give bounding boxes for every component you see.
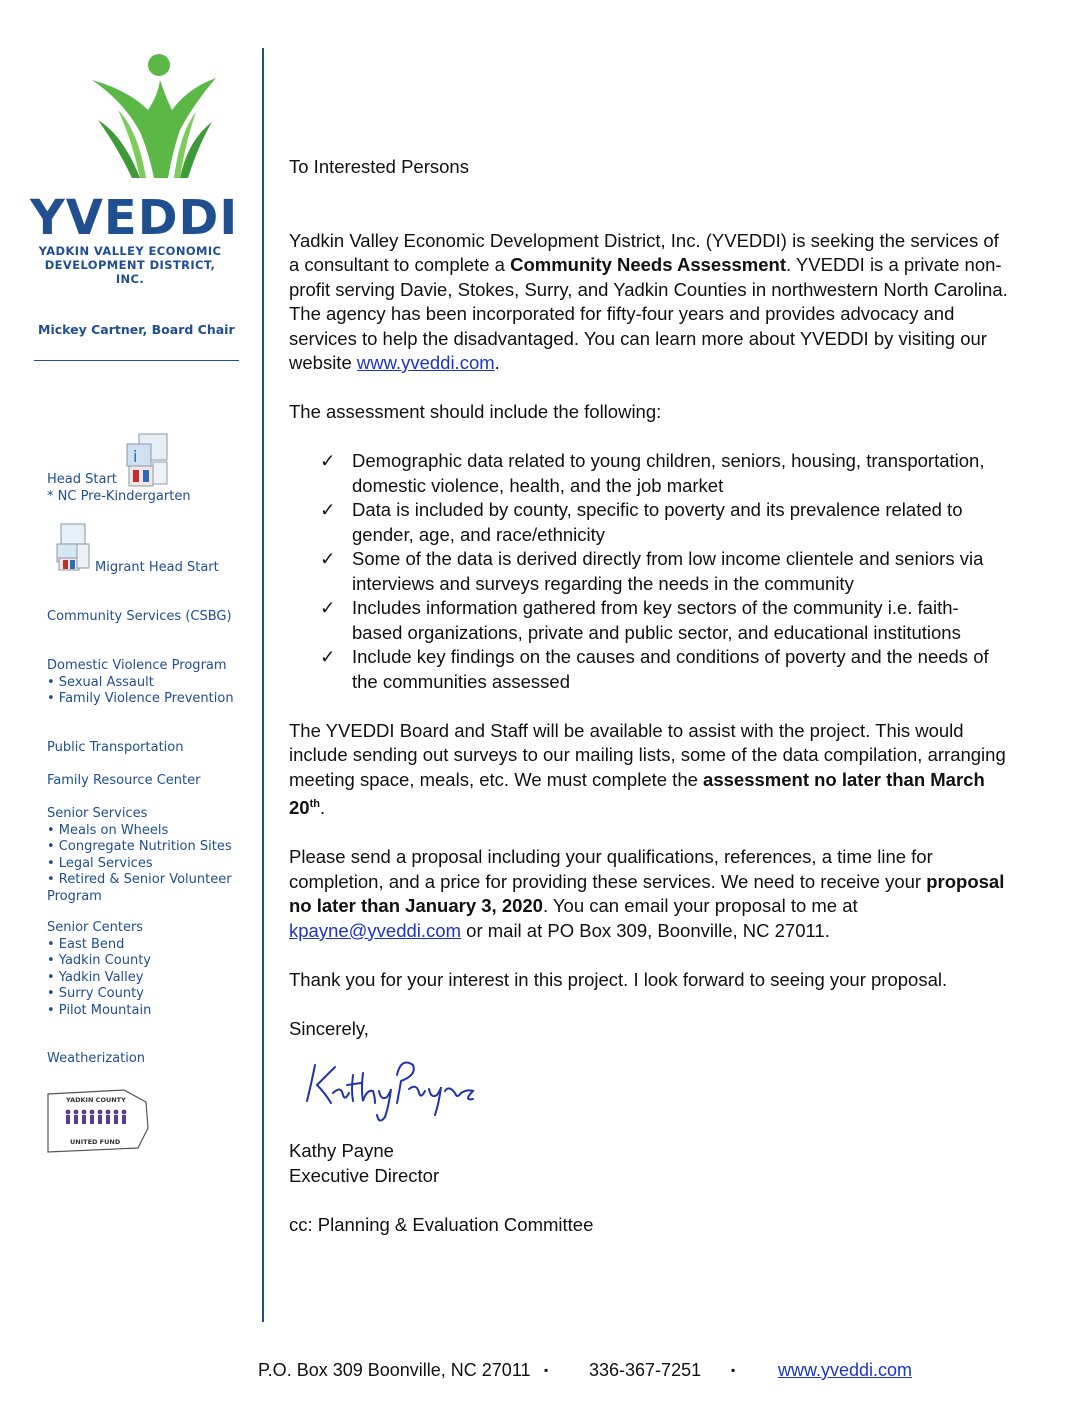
sidebar-subitem: • Sexual Assault	[47, 674, 154, 690]
list-item	[289, 596, 1009, 645]
list-item	[289, 547, 1009, 596]
footer-website-link[interactable]: www.yveddi.com	[778, 1360, 913, 1380]
requirements-list	[289, 449, 1009, 694]
sidebar-domestic-violence	[47, 658, 234, 708]
sidebar-subitem: • Family Violence Prevention	[47, 691, 234, 706]
board-chair: Mickey Cartner, Board Chair	[38, 322, 235, 337]
sidebar-item: Senior Centers	[47, 920, 144, 935]
sidebar-subitem: • Retired & Senior Volunteer	[47, 872, 232, 887]
sidebar-head-start	[47, 472, 191, 505]
logo-subtitle	[30, 244, 230, 286]
list-item-text: Includes information gathered from key sectors of the community i.e. faith-based organizations, private and public sector, and educational institutions	[352, 597, 961, 643]
divider	[34, 360, 239, 361]
text: .	[494, 352, 500, 373]
footer-separator: ▪	[544, 1363, 549, 1377]
sidebar-weatherization: Weatherization	[47, 1051, 146, 1066]
paragraph-intro	[289, 229, 1009, 376]
sidebar-transport: Public Transportation	[47, 740, 184, 755]
list-item	[289, 498, 1009, 547]
email-link[interactable]: kpayne@yveddi.com	[289, 919, 462, 941]
person-leaves-icon	[88, 50, 220, 185]
united-fund-logo-text: YADKIN COUNTY	[66, 1096, 126, 1104]
website-link[interactable]: www.yveddi.com	[356, 352, 495, 373]
sidebar-subitem: Program	[47, 888, 102, 904]
sidebar-item: Senior Services	[47, 806, 148, 821]
signer-title: Executive Director	[289, 1164, 440, 1186]
paragraph-thanks: Thank you for your interest in this project. I look forward to seeing your proposal.	[289, 968, 948, 990]
footer-separator: ▪	[731, 1363, 736, 1377]
checkmark-icon: ✓	[320, 450, 336, 471]
logo-wordmark: YVEDDI	[30, 190, 239, 246]
sidebar-subitem: • Legal Services	[47, 855, 153, 871]
sidebar-item: Head Start	[47, 472, 117, 487]
sidebar-subitem: • Pilot Mountain	[47, 1002, 152, 1018]
list-item	[289, 449, 1009, 498]
text: Yadkin Valley Economic Development District, Inc. (YVEDDI) is seeking the services of a consultant to complete a	[289, 229, 999, 275]
logo-subtitle-line: DEVELOPMENT DISTRICT, INC.	[44, 258, 216, 286]
text: . YVEDDI is a private non-profit serving Davie, Stokes, Surry, and Yadkin Counties in northwestern North Carolina. The agency has been incorporated for fifty-four years and provides advocacy and services to help the disadvantaged. You can learn more about YVEDDI by visiting our website	[289, 254, 1008, 373]
text: . You can email your proposal to me at	[542, 895, 858, 917]
united-fund-logo-text: UNITED FUND	[70, 1138, 121, 1146]
sidebar-item: * NC Pre-Kindergarten	[47, 488, 191, 504]
list-item-text: Demographic data related to young children, seniors, housing, transportation, domestic violence, health, and the job market	[352, 450, 985, 496]
list-item	[289, 645, 1009, 694]
sidebar-item: Domestic Violence Program	[47, 658, 227, 673]
paragraph-board	[289, 719, 1009, 821]
text: The YVEDDI Board and Staff will be available to assist with the project. This would include sending out surveys to our mailing lists, some of the data compilation, arranging meeting space, meals, etc. We must complete the	[289, 719, 1006, 790]
closing: Sincerely,	[289, 1017, 369, 1039]
vertical-divider	[262, 48, 264, 1322]
sidebar-subitem: • Congregate Nutrition Sites	[47, 839, 232, 854]
blocks-icon	[55, 522, 91, 572]
bold-text: proposal no later than January 3, 2020	[289, 870, 1005, 917]
text: Please send a proposal including your qualifications, references, a time line for completion, and a price for providing these services. We need to receive your	[289, 846, 933, 892]
sidebar-senior-centers	[47, 920, 151, 1019]
paragraph-proposal	[289, 845, 1009, 943]
footer-address: P.O. Box 309 Boonville, NC 27011	[258, 1360, 531, 1380]
text: .	[319, 797, 326, 819]
cc-line: cc: Planning & Evaluation Committee	[289, 1213, 594, 1235]
bold-text: assessment no later than March 20	[289, 768, 985, 819]
superscript: th	[309, 798, 320, 810]
signer-name: Kathy Payne	[289, 1140, 394, 1162]
checkmark-icon: ✓	[320, 646, 336, 667]
sidebar-subitem: • East Bend	[47, 936, 125, 952]
logo-subtitle-line: YADKIN VALLEY ECONOMIC	[38, 244, 222, 258]
signature	[289, 1041, 1009, 1139]
svg-text:i: i	[133, 447, 138, 466]
signature-image	[297, 1045, 487, 1125]
letter-body	[289, 155, 1009, 1237]
sidebar-migrant: Migrant Head Start	[95, 560, 219, 575]
united-fund-logo	[46, 1088, 150, 1159]
paragraph-assessment: The assessment should include the following:	[289, 401, 662, 422]
sidebar-subitem: • Yadkin Valley	[47, 969, 144, 985]
list-item-text: Some of the data is derived directly from low income clientele and seniors via interviews and surveys regarding the needs in the community	[352, 548, 984, 594]
sidebar-senior-services	[47, 806, 232, 905]
sidebar-subitem: • Yadkin County	[47, 953, 151, 968]
sidebar-family: Family Resource Center	[47, 773, 201, 788]
text: or mail at PO Box 309, Boonville, NC 27011.	[461, 919, 830, 941]
checkmark-icon: ✓	[320, 499, 336, 520]
footer-phone: 336-367-7251	[589, 1360, 702, 1380]
sidebar-subitem: • Meals on Wheels	[47, 822, 169, 838]
checkmark-icon: ✓	[320, 548, 336, 569]
sidebar-community: Community Services (CSBG)	[47, 609, 232, 624]
list-item-text: Data is included by county, specific to poverty and its prevalence related to gender, age, and race/ethnicity	[352, 499, 963, 545]
checkmark-icon: ✓	[320, 597, 336, 618]
bold-text: Community Needs Assessment	[510, 254, 786, 275]
sidebar-subitem: • Surry County	[47, 986, 144, 1001]
salutation: To Interested Persons	[289, 156, 469, 177]
list-item-text: Include key findings on the causes and conditions of poverty and the needs of the communities assessed	[352, 646, 989, 692]
